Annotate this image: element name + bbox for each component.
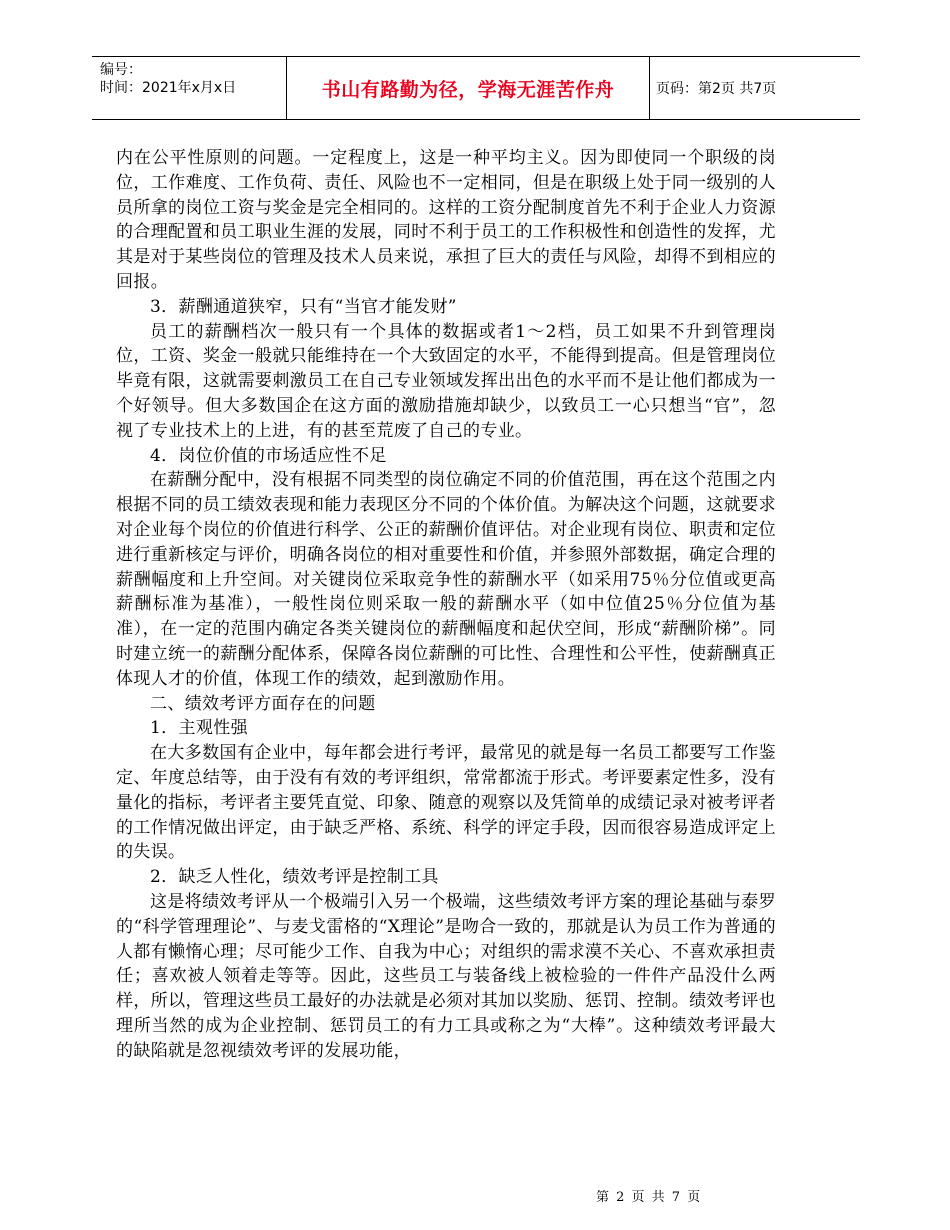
page-header xyxy=(92,56,860,120)
body-paragraph: 这是将绩效考评从一个极端引入另一个极端，这些绩效考评方案的理论基础与泰罗的“科学管理理论”、与麦戈雷格的“X理论”是吻合一致的，那就是认为员工作为普通的人都有懒惰心理；尽可能少工作、自我为中心；对组织的需求漠不关心、不喜欢承担责任；喜欢被人领着走等等。因此，这些员工与装备线上被检验的一件件产品没什么两样，所以，管理这些员工最好的办法就是必须对其加以奖励、惩罚、控制。绩效考评也理所当然的成为企业控制、惩罚员工的有力工具或称之为“大棒”。这种绩效考评最大的缺陷就是忽视绩效考评的发展功能， xyxy=(116,891,776,1061)
body-paragraph: 员工的薪酬档次一般只有一个具体的数据或者1～2档，员工如果不升到管理岗位，工资、奖金一般就只能维持在一个大致固定的水平，不能得到提高。但是管理岗位毕竟有限，这就需要刺激员工在自己专业领域发挥出出色的水平而不是让他们都成为一个好领导。但大多数国企在这方面的激励措施却缺少，以致员工一心只想当“官”，忽视了专业技术上的上进，有的甚至荒废了自己的专业。 xyxy=(116,321,776,441)
body-paragraph: 在薪酬分配中，没有根据不同类型的岗位确定不同的价值范围，再在这个范围之内根据不同的员工绩效表现和能力表现区分不同的个体价值。为解决这个问题，这就要求对企业每个岗位的价值进行科学、公正的薪酬价值评估。对企业现有岗位、职责和定位进行重新核定与评价，明确各岗位的相对重要性和价值，并参照外部数据，确定合理的薪酬幅度和上升空间。对关键岗位采取竞争性的薪酬水平（如采用75％分位值或更高薪酬标准为基准），一般性岗位则采取一般的薪酬水平（如中位值25％分位值为基准），在一定的范围内确定各类关键岗位的薪酬幅度和起伏空间，形成“薪酬阶梯”。同时建立统一的薪酬分配体系，保障各岗位薪酬的可比性、合理性和公平性，使薪酬真正体现人才的价值，体现工作的绩效，起到激励作用。 xyxy=(116,470,776,689)
header-motto: 书山有路勤为径，学海无涯苦作舟 xyxy=(286,57,650,119)
document-body xyxy=(116,146,776,1063)
section-heading: 1．主观性强 xyxy=(150,718,248,739)
section-heading: 3．薪酬通道狭窄，只有“当官才能发财” xyxy=(150,296,457,317)
section-heading: 4．岗位价值的市场适应性不足 xyxy=(150,445,387,466)
page-footer: 第 2 页 共 7 页 xyxy=(596,1190,701,1205)
chapter-heading: 二、绩效考评方面存在的问题 xyxy=(150,693,376,714)
document-time-label: 时间：2021年x月x日 xyxy=(100,80,237,96)
header-page-info: 页码：第2页 共7页 xyxy=(656,81,777,97)
body-paragraph: 内在公平性原则的问题。一定程度上，这是一种平均主义。因为即使同一个职级的岗位，工作难度、工作负荷、责任、风险也不一定相同，但是在职级上处于同一级别的人员所拿的岗位工资与奖金是完全相同的。这样的工资分配制度首先不利于企业人力资源的合理配置和员工职业生涯的发展，同时不利于员工的工作积极性和创造性的发挥，尤其是对于某些岗位的管理及技术人员来说，承担了巨大的责任与风险，却得不到相应的回报。 xyxy=(116,148,776,292)
document-number-label: 编号： xyxy=(100,62,142,78)
section-heading: 2．缺乏人性化，绩效考评是控制工具 xyxy=(150,867,439,888)
body-paragraph: 在大多数国有企业中，每年都会进行考评，最常见的就是每一名员工都要写工作鉴定、年度总结等，由于没有有效的考评组织，常常都流于形式。考评要素定性多，没有量化的指标，考评者主要凭直觉、印象、随意的观察以及凭简单的成绩记录对被考评者的工作情况做出评定，由于缺乏严格、系统、科学的评定手段，因而很容易造成评定上的失误。 xyxy=(116,743,776,863)
header-meta xyxy=(100,61,286,97)
